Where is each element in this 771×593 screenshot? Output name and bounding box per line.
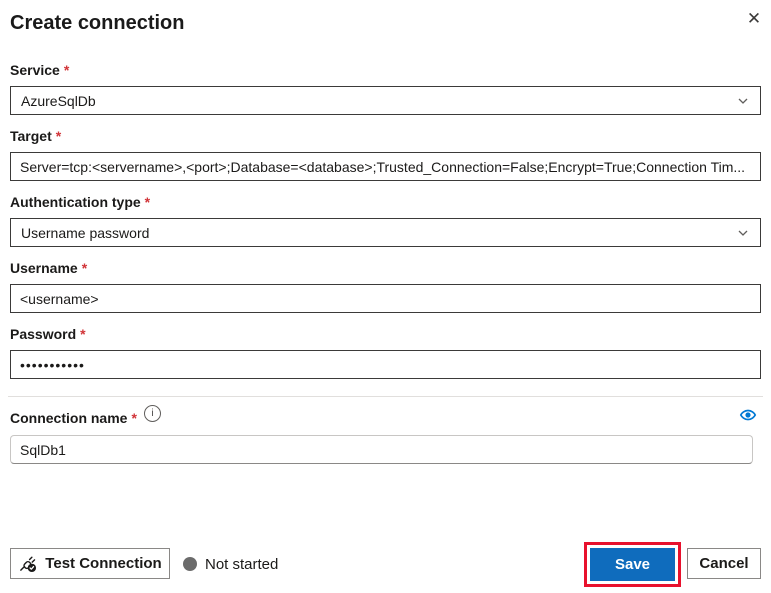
- save-annotation-highlight: [584, 542, 681, 587]
- status-dot: [183, 557, 197, 571]
- connection-name-input[interactable]: [10, 435, 753, 464]
- required-asterisk: *: [63, 62, 70, 78]
- required-asterisk: *: [80, 326, 86, 342]
- required-asterisk: *: [131, 410, 137, 426]
- password-label: Password *: [10, 326, 86, 342]
- target-input[interactable]: [10, 152, 761, 181]
- close-icon[interactable]: ✕: [746, 9, 762, 28]
- service-dropdown[interactable]: [10, 86, 761, 115]
- connection-name-label: Connection name *: [10, 410, 137, 426]
- test-connection-button[interactable]: [10, 548, 170, 579]
- chevron-down-icon: [736, 226, 750, 240]
- service-dropdown-value: AzureSqlDb: [21, 92, 96, 109]
- save-button[interactable]: Save: [590, 548, 675, 581]
- service-label: Service *: [10, 62, 70, 78]
- cancel-button[interactable]: Cancel: [687, 548, 761, 579]
- info-icon[interactable]: i: [144, 405, 161, 422]
- authentication-type-label: Authentication type *: [10, 194, 151, 210]
- test-connection-label: Test Connection: [45, 555, 162, 572]
- chevron-down-icon: [736, 94, 750, 108]
- required-asterisk: *: [55, 128, 62, 144]
- dialog-title: Create connection: [10, 12, 185, 34]
- authentication-type-dropdown[interactable]: [10, 218, 761, 247]
- required-asterisk: *: [81, 260, 88, 276]
- username-input[interactable]: [10, 284, 761, 313]
- username-label: Username *: [10, 260, 88, 276]
- password-input[interactable]: [10, 350, 761, 379]
- target-label: Target *: [10, 128, 62, 144]
- required-asterisk: *: [144, 194, 151, 210]
- section-divider: [8, 396, 763, 397]
- plug-checkmark-icon: [18, 554, 37, 573]
- authentication-type-value: Username password: [21, 224, 150, 241]
- eye-icon[interactable]: [739, 406, 757, 424]
- status-text: Not started: [205, 556, 279, 573]
